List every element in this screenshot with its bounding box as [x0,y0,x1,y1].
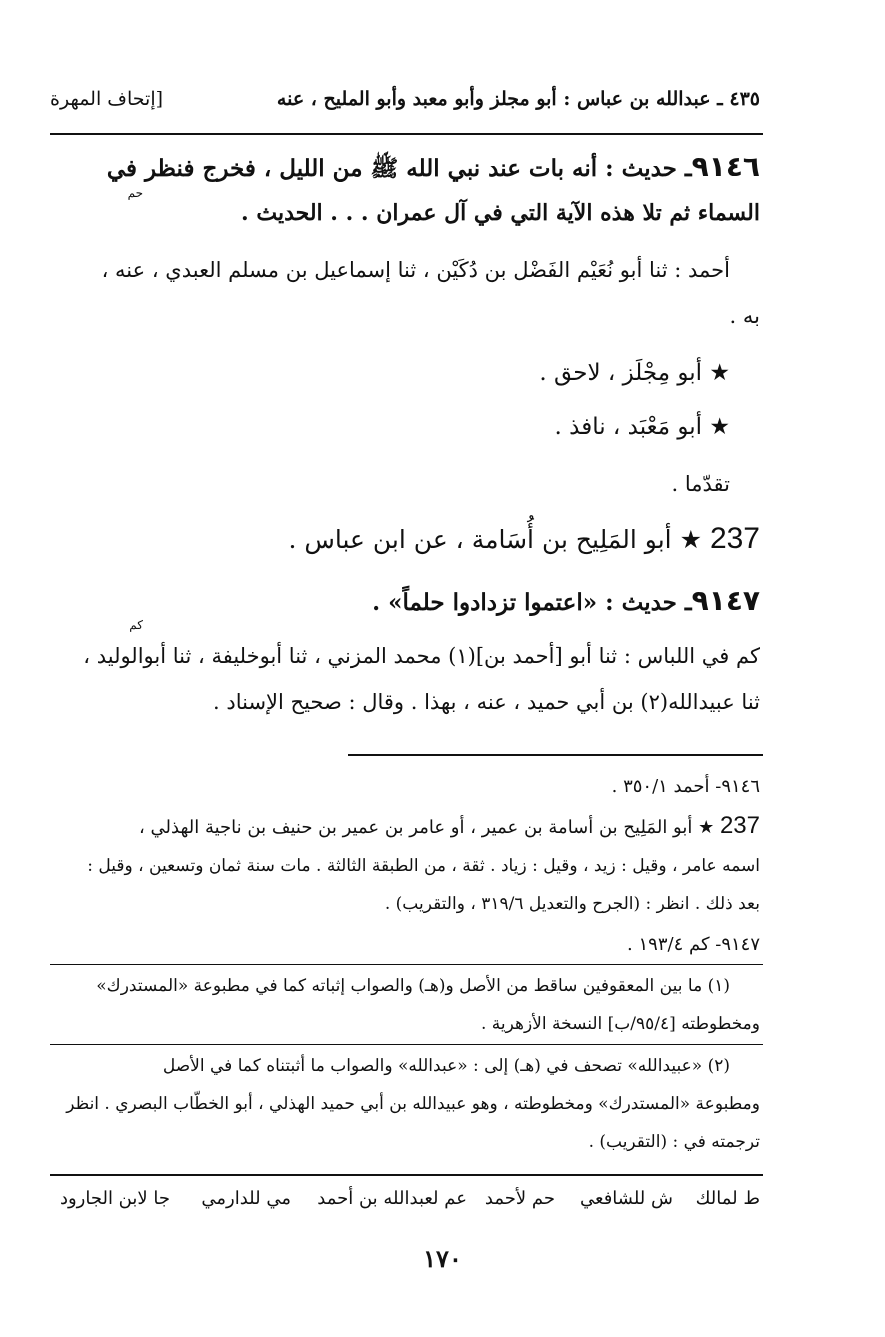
hadith-number: ٩١٤٦ [691,150,760,183]
isnad-9147-line2: ثنا عبيدالله(٢) بن أبي حميد ، عنه ، بهذا . وقال : صحيح الإسناد . [213,690,760,714]
footnote-2-line3: ترجمته في : (التقريب) . [588,1132,760,1152]
source-code: كم [129,618,143,632]
footnote-9146: ٩١٤٦- أحمد ٣٥٠/١ . [611,776,760,797]
footnote-separator [348,754,763,756]
footnote-tarjama-text: ★ أبو المَلِيح بن أسامة بن عمير ، أو عامر بن عمير بن حنيف بن ناجية الهذلي ، [139,817,715,838]
footnote-tarjama-number: 237 [719,812,760,839]
abbreviation-shafii: ش للشافعي [580,1188,673,1209]
header-rule [50,133,763,135]
cross-reference-note: تقدّما . [671,472,730,496]
narrator-entry-abu-mijlaz: ★ أبو مِجْلَز ، لاحق . [539,360,730,386]
footnote-2-line1: (٢) «عبيدالله» تصحف في (هـ) إلى : «عبدالله» والصواب ما أثبتناه كما في الأصل [162,1056,730,1076]
footnote-237-line3: بعد ذلك . انظر : (الجرح والتعديل ٣١٩/٦ ، والتقريب) . [384,894,760,914]
footnote-2-line2: ومطبوعة «المستدرك» ومخطوطته ، وهو عبيدالله بن أبي حميد الهذلي ، أبو الخطّاب البصري . انظر [66,1094,760,1114]
page-number: ١٧٠ [423,1244,462,1273]
abbreviation-malik: ط لمالك [695,1188,760,1209]
hadith-text: ـ حديث : أنه بات عند نبي الله ﷺ من الليل ، فخرج فنظر في [106,155,692,182]
hadith-9146-line1 [107,150,760,188]
hadith-number: ٩١٤٧ [691,584,760,617]
tarjama-text: ★ أبو المَلِيح بن أُسَامة ، عن ابن عباس . [288,525,702,554]
narrator-entry-abu-mabad: ★ أبو مَعْبَد ، نافذ . [554,414,730,440]
isnad-9147-line1: كم في اللباس : ثنا أبو [أحمد بن](١) محمد المزني ، ثنا أبوخليفة ، ثنا أبوالوليد ، [83,644,760,668]
running-header-book: [إتحاف المهرة [50,88,164,110]
source-code: حم [127,186,143,200]
abbreviation-ahmad: حم لأحمد [484,1188,555,1209]
footnote-divider [50,964,763,965]
footnote-1-line2: ومخطوطته [٩٥/٤/ب] النسخة الأزهرية . [480,1014,760,1034]
hadith-9146-line2: السماء ثم تلا هذه الآية التي في آل عمران . . . الحديث . [241,200,760,226]
abbreviation-ibn-jarud: جا لابن الجارود [59,1188,170,1209]
running-header-title: ٤٣٥ ـ عبدالله بن عباس : أبو مجلز وأبو معبد وأبو المليح ، عنه [276,88,760,110]
abbreviations-rule [50,1174,763,1176]
hadith-text: ـ حديث : «اعتموا تزدادوا حلماً» . [372,589,692,616]
footnote-9147: ٩١٤٧- كم ١٩٣/٤ . [627,934,760,955]
footnote-237-line1 [139,812,760,840]
isnad-9146-line1: أحمد : ثنا أبو نُعَيْم الفَضْل بن دُكَيْن ، ثنا إسماعيل بن مسلم العبدي ، عنه ، [101,258,730,282]
abbreviation-abdullah-ahmad: عم لعبدالله بن أحمد [317,1188,467,1209]
narrator-heading-237 [288,522,760,556]
footnote-divider [50,1044,763,1045]
footnote-1-line1: (١) ما بين المعقوفين ساقط من الأصل و(هـ) والصواب إثباته كما في مطبوعة «المستدرك» [96,976,730,996]
isnad-9146-line2: به . [729,304,760,328]
abbreviation-darimi: مي للدارمي [201,1188,291,1209]
hadith-9147-line1 [372,584,760,617]
footnote-237-line2: اسمه عامر ، وقيل : زيد ، وقيل : زياد . ثقة ، من الطبقة الثالثة . مات سنة ثمان وتسعين ، وقيل : [87,856,760,876]
tarjama-number: 237 [709,522,760,555]
